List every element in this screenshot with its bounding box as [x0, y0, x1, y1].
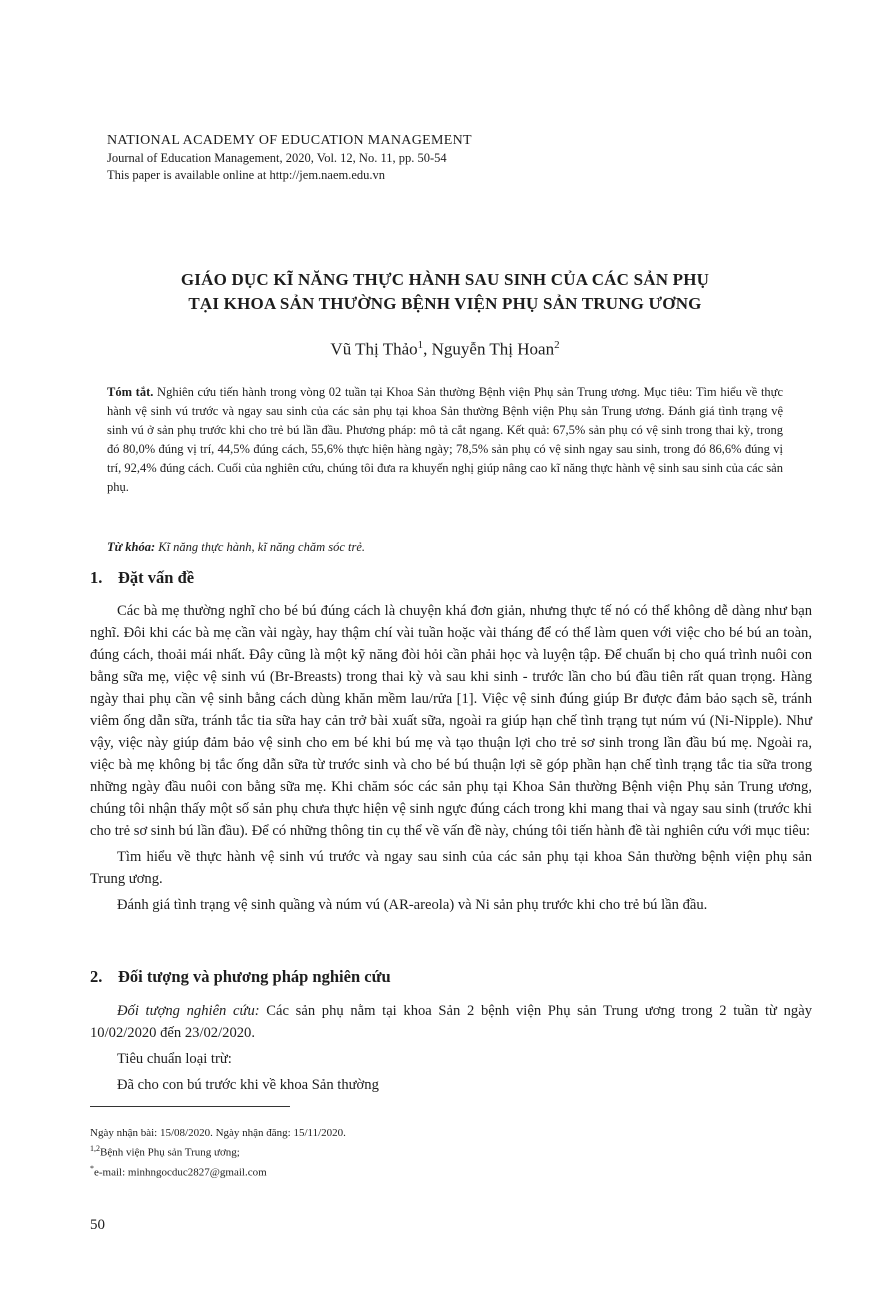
footnotes — [90, 1125, 690, 1180]
section-1-title: Đặt vấn đề — [118, 568, 195, 587]
email-text: e-mail: minhngocduc2827@gmail.com — [94, 1166, 267, 1179]
keywords — [107, 538, 783, 556]
section-2-paragraph-3: Đã cho con bú trước khi về khoa Sản thường — [117, 1077, 379, 1093]
footnote-divider — [90, 1106, 290, 1107]
footnote-email — [90, 1161, 690, 1181]
keywords-label: Từ khóa: — [107, 540, 156, 554]
section-1-paragraph-2: Tìm hiểu về thực hành vệ sinh vú trước và ngay sau sinh của các sản phụ tại khoa Sản thường bệnh viện phụ sản Trung ương. — [90, 849, 812, 887]
section-1-number: 1. — [90, 568, 103, 587]
page-number: 50 — [90, 1217, 105, 1233]
section-2-number: 2. — [90, 967, 103, 986]
abstract-text: Nghiên cứu tiến hành trong vòng 02 tuần tại Khoa Sản thường Bệnh viện Phụ sản Trung ương. Mục tiêu: Tìm hiểu về thực hành vệ sinh vú trước và ngay sau sinh của các sản phụ tại khoa Sản thường Bệnh viện Phụ sản Trung ương. Đánh giá tình trạng vệ sinh vú ở sản phụ trước khi cho trẻ bú lần đầu. Phương pháp: mô tả cắt ngang. Kết quả: 67,5% sản phụ có vệ sinh trong thai kỳ, trong đó 80,0% đúng vị trí, 44,5% đúng cách, 55,6% thực hiện hàng ngày; 78,5% sản phụ có vệ sinh ngay sau sinh, trong đó 86,6% đúng vị trí, 92,4% đúng cách. Cuối của nghiên cứu, chúng tôi đưa ra khuyến nghị giúp nâng cao kĩ năng thực hành vệ sinh sau sinh của các sản phụ. — [107, 385, 784, 494]
section-1-paragraph-3: Đánh giá tình trạng vệ sinh quầng và núm vú (AR-areola) và Ni sản phụ trước khi cho trẻ bú lần đầu. — [117, 897, 708, 913]
section-2-title: Đối tượng và phương pháp nghiên cứu — [118, 967, 391, 986]
email-mark: * — [90, 1163, 94, 1173]
section-2-heading — [90, 966, 391, 988]
journal-citation: Journal of Education Management, 2020, Vol. 12, No. 11, pp. 50-54 — [107, 151, 447, 165]
affiliation-text: Bệnh viện Phụ sản Trung ương; — [100, 1146, 240, 1159]
publisher-name: NATIONAL ACADEMY OF EDUCATION MANAGEMENT — [107, 133, 472, 148]
author-list — [100, 334, 790, 361]
footnote-dates: Ngày nhận bài: 15/08/2020. Ngày nhận đăng: 15/11/2020. — [90, 1127, 346, 1139]
journal-header — [107, 132, 607, 184]
author-1-mark: 1 — [417, 339, 424, 351]
footnote-affiliation — [90, 1141, 690, 1161]
paper-title — [100, 268, 790, 316]
section-2-body — [90, 1000, 812, 1096]
keywords-text: Kĩ năng thực hành, kĩ năng chăm sóc trẻ. — [155, 540, 366, 554]
study-subjects-label: Đối tượng nghiên cứu: — [117, 1003, 260, 1019]
author-2: Nguyễn Thị Hoan — [431, 339, 555, 359]
section-1-body — [90, 600, 812, 916]
section-1-heading — [90, 567, 194, 589]
abstract — [107, 383, 783, 497]
availability-note: This paper is available online at http://jem.naem.edu.vn — [107, 168, 386, 182]
title-line-2: TẠI KHOA SẢN THƯỜNG BỆNH VIỆN PHỤ SẢN TRUNG ƯƠNG — [188, 294, 702, 313]
study-subjects-text: Các sản phụ nằm tại khoa Sản 2 bệnh viện Phụ sản Trung ương trong 2 tuần từ ngày 10/02/2020 đến 23/02/2020. — [90, 1003, 813, 1041]
section-1-paragraph-1: Các bà mẹ thường nghĩ cho bé bú đúng cách là chuyện khá đơn giản, nhưng thực tế nó có thể không dễ dàng như bạn nghĩ. Đôi khi các bà mẹ cần vài ngày, hay thậm chí vài tuần hoặc vài tháng để có thể làm quen với việc cho bé bú an toàn, đúng cách, thoải mái nhất. Đây cũng là một kỹ năng đòi hỏi cần phải học và luyện tập. Để chuẩn bị cho quá trình nuôi con bằng sữa mẹ, việc vệ sinh vú (Br-Breasts) trong thai kỳ và sau khi sinh - trước lần cho bú đầu tiên rất quan trọng. Hàng ngày thai phụ cần vệ sinh bằng cách dùng khăn mềm lau/rửa [1]. Việc vệ sinh đúng giúp Br được đảm bảo sạch sẽ, tránh viêm ống dẫn sữa, tránh tắc tia sữa hay cản trở bài xuất sữa, ngoài ra giúp hạn chế tình trạng tụt núm vú (Ni-Nipple). Như vậy, việc này giúp đảm bảo vệ sinh cho em bé khi bú mẹ và tạo thuận lợi cho trẻ sơ sinh trong lần đầu bú mẹ. Ngoài ra, việc bà mẹ không bị tắc ống dẫn sữa từ trước sinh và cho bé bú thuận lợi sẽ góp phần hạn chế tình trạng tắc tia sữa trong những ngày đầu nuôi con bằng sữa mẹ. Khi chăm sóc các sản phụ tại Khoa Sản thường Bệnh viện Phụ sản Trung ương, chúng tôi nhận thấy một số sản phụ chưa thực hiện vệ sinh ngực đúng cách trong khi mang thai và ngay sau sinh (trước khi cho trẻ sơ sinh bú lần đầu). Để có những thông tin cụ thể về vấn đề này, chúng tôi tiến hành đề tài nghiên cứu với mục tiêu: — [90, 603, 812, 839]
title-line-1: GIÁO DỤC KĨ NĂNG THỰC HÀNH SAU SINH CỦA CÁC SẢN PHỤ — [180, 270, 710, 289]
section-2-paragraph-2: Tiêu chuẩn loại trừ: — [117, 1051, 232, 1067]
abstract-label: Tóm tắt. — [107, 385, 154, 399]
author-1: Vũ Thị Thảo — [330, 339, 418, 359]
section-2-paragraph-1 — [90, 1000, 812, 1044]
author-2-mark: 2 — [554, 339, 560, 351]
author-separator: , — [423, 339, 432, 359]
affiliation-mark: 1,2 — [90, 1144, 100, 1153]
